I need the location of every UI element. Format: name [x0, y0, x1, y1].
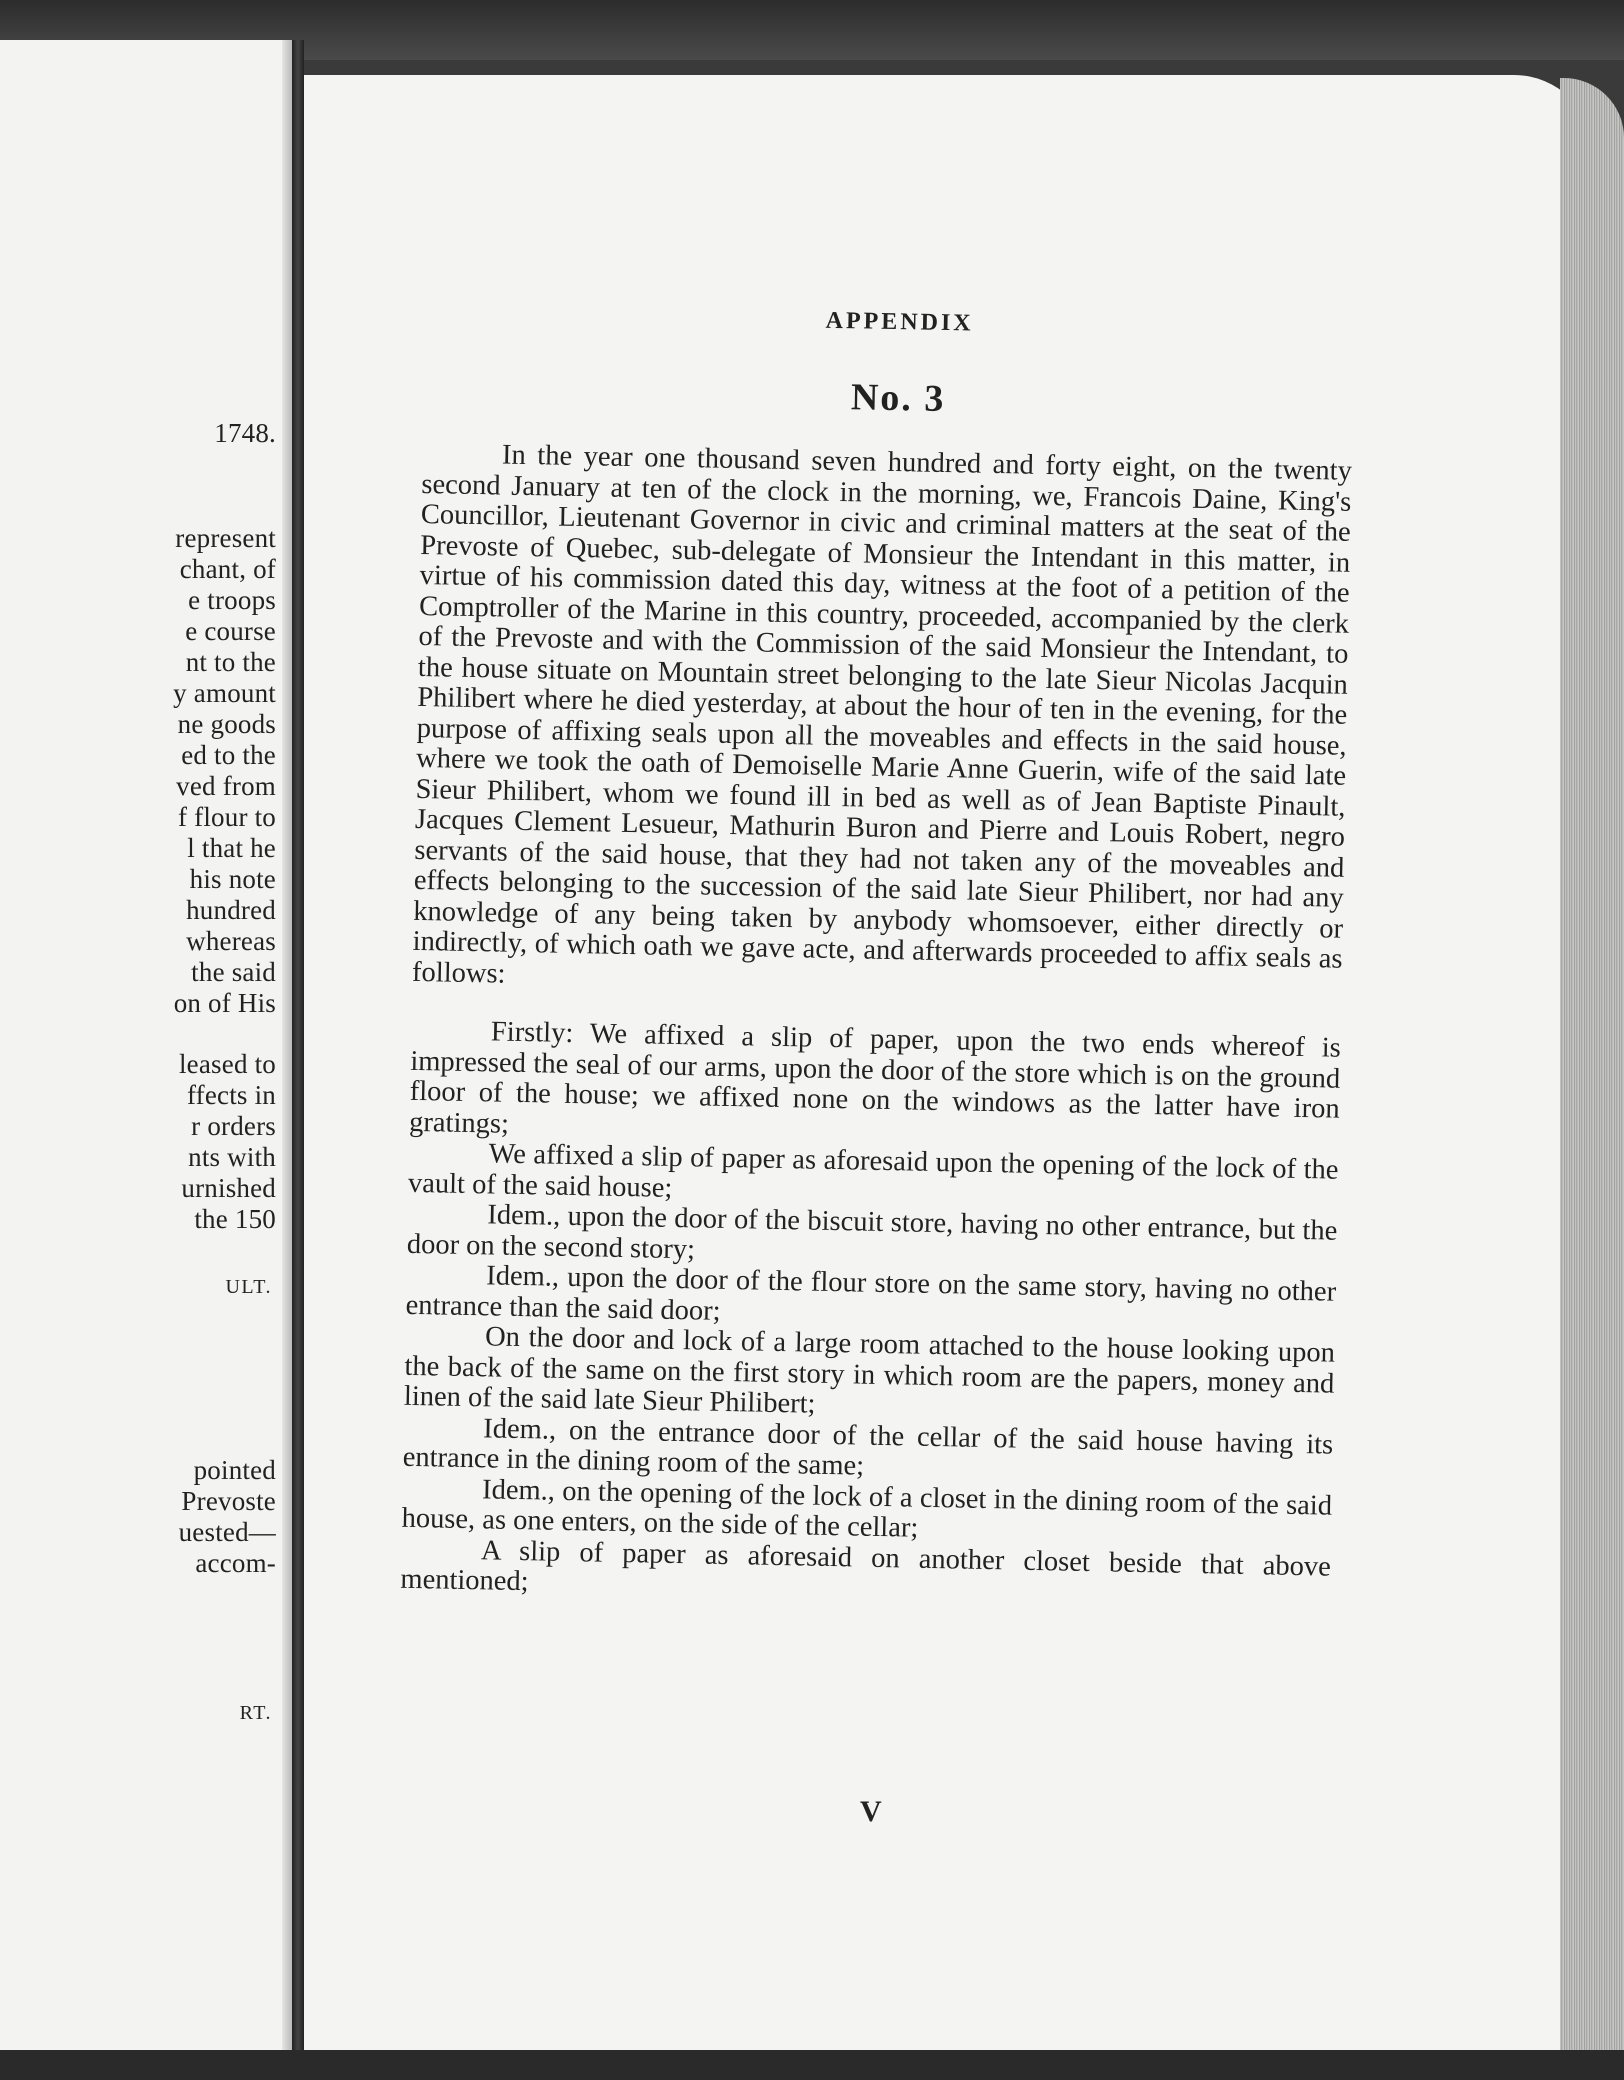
- left-page-line: e troops: [188, 585, 276, 615]
- left-page-line: ved from: [176, 771, 276, 801]
- left-page-line: his note: [189, 864, 276, 894]
- scan-bottom: [0, 2050, 1624, 2080]
- appendix-number: No. 3: [850, 376, 946, 421]
- left-page-signature: RT.: [239, 1702, 272, 1724]
- left-page-line: r orders: [191, 1111, 276, 1141]
- left-page-line: the 150: [194, 1204, 276, 1234]
- left-page-line: uested—: [178, 1517, 276, 1547]
- left-page-line: on of His: [173, 988, 276, 1018]
- right-page-content: [400, 300, 1355, 1613]
- appendix-heading: APPENDIX: [825, 307, 974, 337]
- left-page-line: nt to the: [185, 647, 276, 677]
- body-paragraph: A slip of paper as aforesaid on another closet beside that above mentioned;: [400, 1534, 1332, 1598]
- page-edges: [1560, 78, 1624, 2058]
- left-page-line: chant, of: [179, 554, 276, 584]
- left-page-line: l that he: [187, 833, 276, 863]
- left-page-line: 1748.: [214, 418, 276, 448]
- left-page-line: whereas: [186, 926, 276, 956]
- gutter-shadow: [282, 40, 292, 2050]
- body-paragraph: Idem., on the entrance door of the cellar of the said house having its entrance in the dining room of the same;: [402, 1412, 1334, 1482]
- body-paragraph: Idem., upon the door of the flour store on the same story, having no other entrance than the said door;: [405, 1260, 1337, 1327]
- left-page-line: accom-: [195, 1548, 276, 1578]
- left-page-signature: ULT.: [225, 1276, 272, 1298]
- book-gutter: [292, 40, 304, 2050]
- left-page-line: Prevoste: [181, 1486, 276, 1516]
- body-paragraph: We affixed a slip of paper as aforesaid upon the opening of the lock of the vault of the said house;: [407, 1138, 1339, 1204]
- left-page-line: pointed: [193, 1455, 276, 1485]
- left-page-line: ffects in: [186, 1080, 276, 1110]
- left-page-line: urnished: [181, 1173, 276, 1203]
- left-page-line: e course: [185, 616, 276, 646]
- left-page-line: represent: [175, 523, 276, 553]
- left-page-line: nts with: [188, 1142, 276, 1172]
- body-paragraph: Firstly: We affixed a slip of paper, upon the two ends whereof is impressed the seal of our arms, upon the door of the store which is on the ground floor of the house; we affixed none on the windows as the latter have iron gratings;: [408, 1016, 1342, 1140]
- left-page-line: leased to: [178, 1049, 276, 1079]
- left-page-line: y amount: [173, 678, 276, 708]
- left-page-line: ed to the: [181, 740, 276, 770]
- body-paragraph-intro: In the year one thousand seven hundred and forty eight, on the twenty second January at ten of the clock in the morning, we, Francois Daine, King's Councillor, Lieutenant Governor in civic and criminal matters at the seat of the Prevoste of Quebec, sub-delegate of Monsieur the Intendant in this matter, in virtue of his commission dated this day, witness at the foot of a petition of the Comptroller of the Marine in this country, proceeded, accompanied by the clerk of the Prevoste and with the Commission of the said Monsieur the Intendant, to the house situate on Mountain street belonging to the late Sieur Nicolas Jacquin Philibert where he died yesterday, at about the hour of ten in the evening, for the purpose of affixing seals upon all the moveables and effects in the said house, where we took the oath of Demoiselle Marie Anne Guerin, wife of the said late Sieur Philibert, whom we found ill in bed as well as of Jean Baptiste Pinault, Jacques Clement Lesueur, Mathurin Buron and Pierre and Louis Robert, negro servants of the said house, that they had not taken any of the moveables and effects belonging to the succession of the said late Sieur Philibert, nor had any knowledge of any being taken by anybody whomsoever, either directly or indirectly, of which oath we gave acte, and afterwards proceeded to affix seals as follows:: [411, 439, 1353, 990]
- left-page-line: hundred: [186, 895, 276, 925]
- left-page-line: ne goods: [177, 709, 276, 739]
- body-paragraph: Idem., on the opening of the lock of a closet in the dining room of the said house, as one enters, on the side of the cellar;: [401, 1473, 1333, 1544]
- left-page-line: f flour to: [178, 802, 276, 832]
- body-paragraph: Idem., upon the door of the biscuit store, having no other entrance, but the door on the second story;: [406, 1199, 1338, 1265]
- left-page-line: the said: [191, 957, 276, 987]
- page-number: V: [860, 1795, 882, 1828]
- left-facing-page: [0, 40, 292, 2050]
- body-paragraph: On the door and lock of a large room attached to the house looking upon the back of the same on the first story in which room are the papers, money and linen of the said late Sieur Philibert;: [403, 1321, 1336, 1420]
